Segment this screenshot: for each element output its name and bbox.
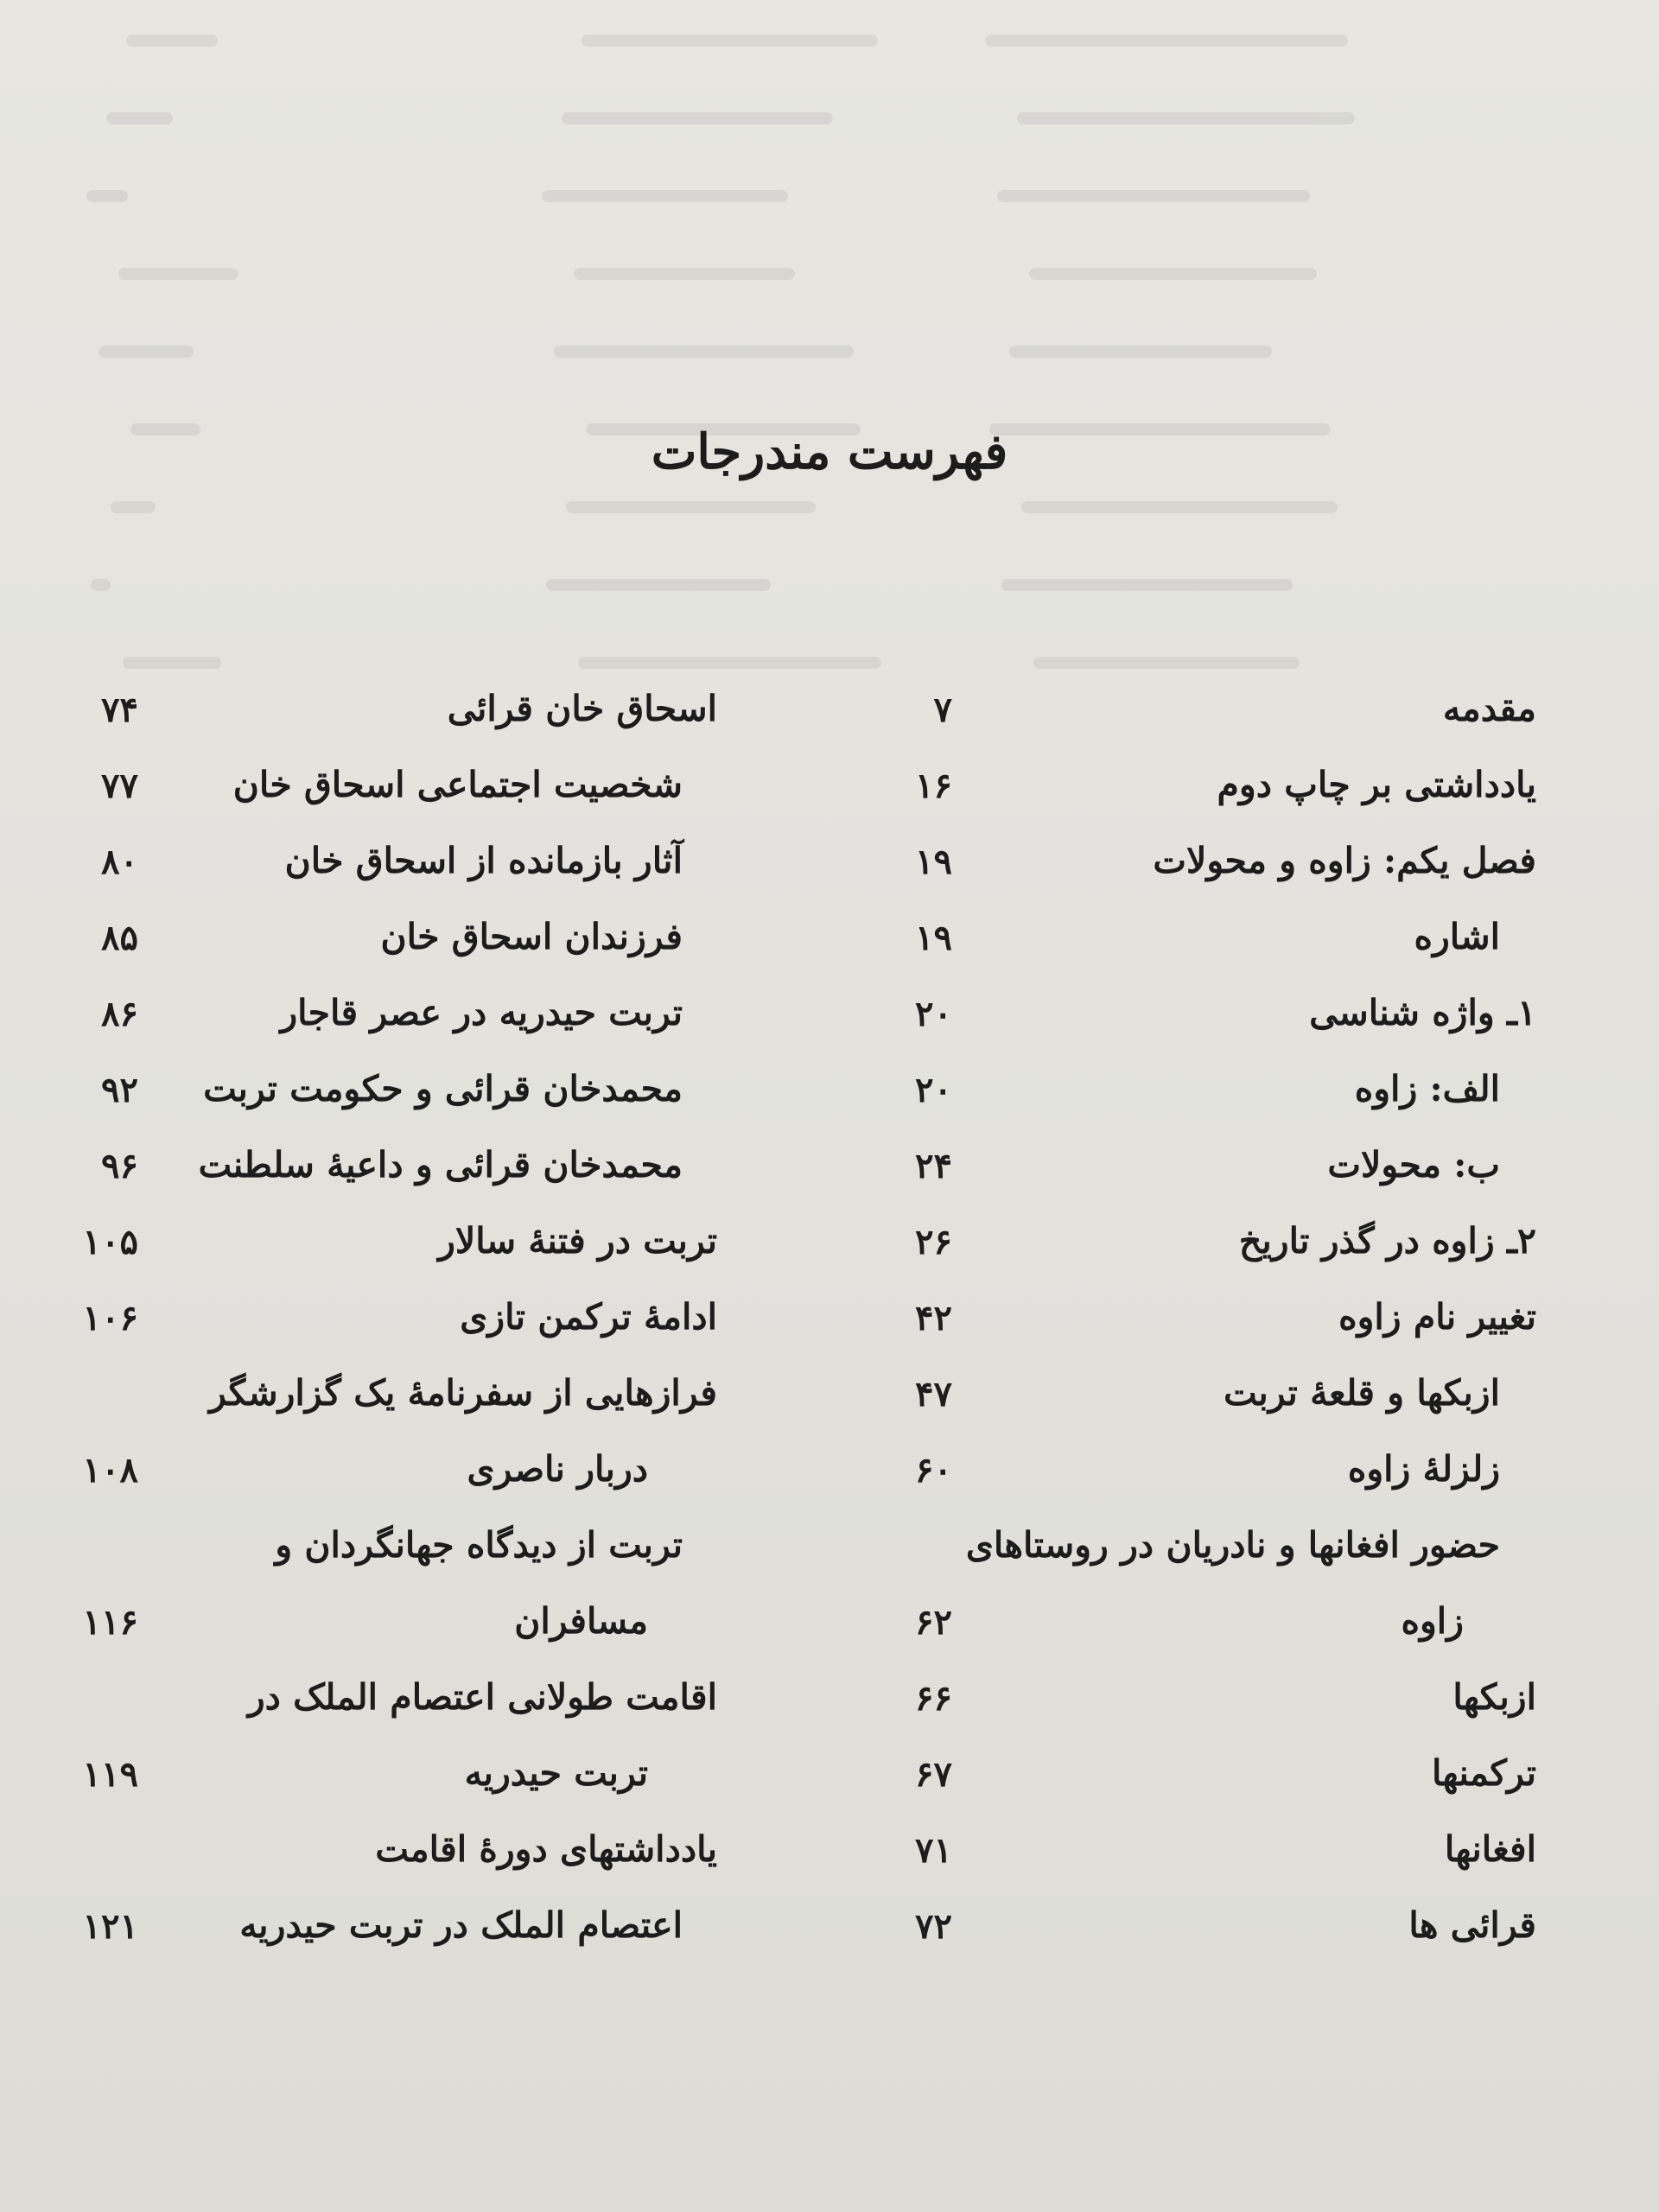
toc-entry-title: اعتصام الملک در تربت حیدریه (239, 1904, 683, 1946)
toc-page-number: ۱۹ (915, 918, 952, 958)
toc-entry-title: قرائی ها (1408, 1904, 1536, 1946)
toc-page-number: ۸۰ (101, 842, 138, 882)
toc-page-number: ۷۲ (915, 1906, 952, 1947)
toc-page-number: ۱۰۶ (82, 1298, 138, 1338)
toc-page-number: ۱۱۶ (82, 1602, 138, 1643)
toc-entry-title: دربار ناصری (467, 1448, 648, 1490)
toc-entry-title: تربت حیدریه در عصر قاجار (280, 992, 683, 1033)
bleed-through-text (52, 0, 1607, 778)
toc-page-number: ۶۲ (915, 1602, 952, 1643)
toc-entry-title: ۲ـ زاوه در گذر تاریخ (1238, 1220, 1536, 1262)
toc-page-number: ۹۲ (101, 1070, 138, 1110)
toc-entry-title: زاوه (1401, 1600, 1464, 1642)
toc-entry-title: مقدمه (1442, 688, 1536, 729)
toc-page-number: ۱۶ (915, 766, 952, 806)
toc-page-number: ۲۰ (915, 994, 952, 1034)
toc-entry-title: الف: زاوه (1354, 1068, 1500, 1109)
toc-page-number: ۱۹ (915, 842, 952, 882)
toc-entry-title: آثار بازمانده از اسحاق خان (284, 840, 683, 881)
toc-page-number: ۴۷ (915, 1374, 952, 1414)
toc-entry-title: ازبکها و قلعهٔ تربت (1224, 1372, 1500, 1414)
toc-page-number: ۸۵ (101, 918, 138, 958)
page-title: فهرست مندرجات (651, 423, 1008, 480)
toc-page-number: ۱۰۸ (82, 1450, 138, 1491)
toc-entry-title: فرازهایی از سفرنامهٔ یک گزارشگر (208, 1372, 717, 1414)
toc-page-number: ۲۴ (915, 1146, 952, 1186)
toc-page-number: ۶۰ (915, 1450, 952, 1491)
toc-page-number: ۱۰۵ (82, 1222, 138, 1262)
toc-entry-title: محمدخان قرائی و داعیهٔ سلطنت (198, 1144, 683, 1185)
toc-page-number: ۴۲ (915, 1298, 952, 1338)
toc-page-number: ۹۶ (101, 1146, 138, 1186)
toc-entry-title: تغییر نام زاوه (1338, 1296, 1536, 1338)
toc-entry-title: ازبکها (1452, 1676, 1536, 1718)
toc-entry-title: شخصیت اجتماعی اسحاق خان (232, 764, 683, 805)
toc-page-number: ۷ (933, 690, 952, 730)
toc-entry-title: تربت در فتنهٔ سالار (438, 1220, 717, 1262)
toc-entry-title: یادداشتی بر چاپ دوم (1217, 764, 1536, 805)
toc-page-number: ۷۴ (101, 690, 138, 730)
toc-page-number: ۸۶ (101, 994, 138, 1034)
toc-entry-title: فرزندان اسحاق خان (380, 916, 683, 957)
toc-entry-title: ۱ـ واژه شناسی (1309, 992, 1536, 1033)
toc-page-number: ۱۱۹ (82, 1754, 138, 1795)
toc-entry-title: افغانها (1444, 1828, 1536, 1870)
toc-page-number: ۷۷ (101, 766, 138, 806)
toc-page-number: ۶۶ (915, 1678, 952, 1719)
toc-entry-title: اسحاق خان قرائی (447, 688, 717, 729)
toc-entry-title: مسافران (514, 1600, 648, 1642)
toc-page-number: ۶۷ (915, 1754, 952, 1795)
toc-entry-title: ادامهٔ ترکمن تازی (460, 1296, 717, 1338)
toc-entry-title: ب: محولات (1327, 1144, 1500, 1185)
toc-entry-title: یادداشتهای دورهٔ اقامت (375, 1828, 717, 1870)
toc-entry-title: تربت حیدریه (464, 1752, 648, 1794)
toc-entry-title: حضور افغانها و نادریان در روستاهای (965, 1524, 1500, 1566)
toc-entry-title: ترکمنها (1431, 1752, 1536, 1794)
toc-page-number: ۲۶ (915, 1222, 952, 1262)
toc-page-number: ۱۲۱ (82, 1906, 138, 1947)
toc-page-number: ۲۰ (915, 1070, 952, 1110)
toc-entry-title: محمدخان قرائی و حکومت تربت (203, 1068, 683, 1109)
toc-entry-title: زلزلهٔ زاوه (1347, 1448, 1500, 1490)
toc-entry-title: تربت از دیدگاه جهانگردان و (275, 1524, 683, 1566)
toc-entry-title: فصل یکم: زاوه و محولات (1153, 840, 1536, 881)
toc-entry-title: اشاره (1414, 916, 1500, 957)
toc-entry-title: اقامت طولانی اعتصام الملک در (247, 1676, 717, 1718)
toc-page-number: ۷۱ (915, 1830, 952, 1871)
